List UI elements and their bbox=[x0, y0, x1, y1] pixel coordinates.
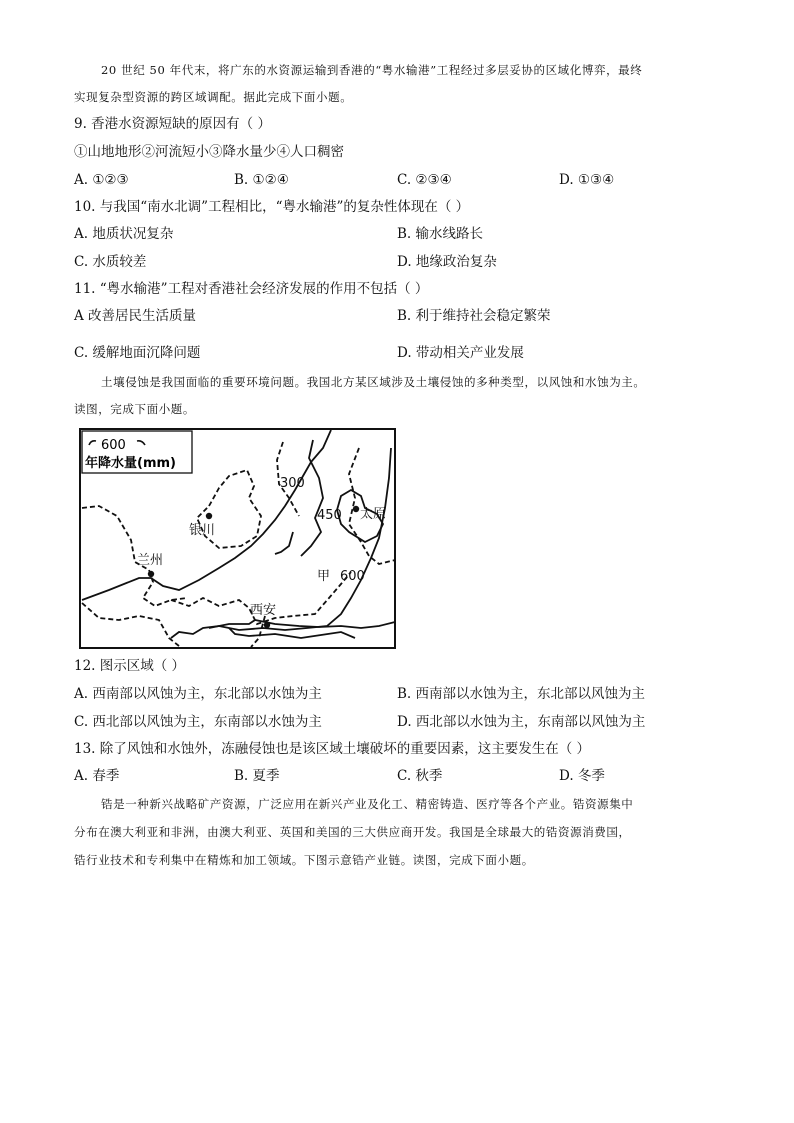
legend-label: 年降水量(mm) bbox=[85, 456, 176, 471]
q9-option-b[interactable]: B. ①②④ bbox=[234, 172, 289, 188]
isohyet-label-450: 450 bbox=[317, 508, 342, 523]
passage3-line2: 分布在澳大利亚和非洲，由澳大利亚、英国和美国的三大供应商开发。我国是全球最大的锆资源消费国， bbox=[74, 825, 631, 839]
q11-option-c[interactable]: C. 缓解地面沉降问题 bbox=[74, 345, 201, 361]
q13-option-d[interactable]: D. 冬季 bbox=[559, 768, 605, 784]
q9-factors: ①山地地形②河流短小③降水量少④人口稠密 bbox=[74, 144, 344, 160]
city-label-xian: 西安 bbox=[250, 603, 277, 618]
q9-option-c[interactable]: C. ②③④ bbox=[397, 172, 452, 188]
yinchuan-dot bbox=[206, 513, 212, 519]
q11-option-b[interactable]: B. 利于维持社会稳定繁荣 bbox=[397, 308, 551, 324]
isohyet-label-600: 600 bbox=[340, 569, 365, 584]
q10-option-d[interactable]: D. 地缘政治复杂 bbox=[397, 254, 497, 270]
passage1-line2: 实现复杂型资源的跨区域调配。据此完成下面小题。 bbox=[74, 90, 353, 104]
legend-value: 600 bbox=[101, 438, 126, 453]
q13-stem: 13. 除了风蚀和水蚀外，冻融侵蚀也是该区域土壤破坏的重要因素，这主要发生在（ ） bbox=[74, 741, 591, 757]
passage1-line1: 20 世纪 50 年代末，将广东的水资源运输到香港的“粤水输港”工程经过多层妥协的区域化博弈，最终 bbox=[101, 63, 643, 77]
city-label-yinchuan: 银川 bbox=[189, 523, 216, 538]
q12-option-b[interactable]: B. 西南部以水蚀为主，东北部以风蚀为主 bbox=[397, 686, 646, 702]
precipitation-map bbox=[79, 428, 396, 649]
q11-option-a[interactable]: A 改善居民生活质量 bbox=[74, 308, 197, 324]
lanzhou-dot bbox=[148, 571, 154, 577]
q10-option-c[interactable]: C. 水质较差 bbox=[74, 254, 147, 270]
q13-option-a[interactable]: A. 春季 bbox=[74, 768, 120, 784]
passage2-line2: 读图，完成下面小题。 bbox=[74, 402, 195, 416]
region-label-jia: 甲 bbox=[317, 569, 331, 584]
q9-stem: 9. 香港水资源短缺的原因有（ ） bbox=[74, 116, 271, 132]
q12-stem: 12. 图示区域（ ） bbox=[74, 658, 186, 674]
taiyuan-dot bbox=[353, 506, 359, 512]
q13-option-c[interactable]: C. 秋季 bbox=[397, 768, 443, 784]
q10-option-b[interactable]: B. 输水线路长 bbox=[397, 226, 484, 242]
q12-option-c[interactable]: C. 西北部以风蚀为主，东南部以水蚀为主 bbox=[74, 714, 322, 730]
q9-option-a[interactable]: A. ①②③ bbox=[74, 172, 129, 188]
q10-stem: 10. 与我国“南水北调”工程相比，“粤水输港”的复杂性体现在（ ） bbox=[74, 199, 470, 215]
q12-option-d[interactable]: D. 西北部以水蚀为主，东南部以风蚀为主 bbox=[397, 714, 646, 730]
q9-option-d[interactable]: D. ①③④ bbox=[559, 172, 615, 188]
city-label-taiyuan: 太原 bbox=[360, 507, 387, 522]
passage2-line1: 土壤侵蚀是我国面临的重要环境问题。我国北方某区域涉及土壤侵蚀的多种类型，以风蚀和水蚀为主。 bbox=[101, 375, 646, 389]
isohyet-label-300: 300 bbox=[280, 476, 305, 491]
q10-option-a[interactable]: A. 地质状况复杂 bbox=[74, 226, 174, 242]
q11-stem: 11. “粤水输港”工程对香港社会经济发展的作用不包括（ ） bbox=[74, 281, 429, 297]
city-label-lanzhou: 兰州 bbox=[137, 553, 164, 568]
passage3-line1: 锆是一种新兴战略矿产资源，广泛应用在新兴产业及化工、精密铸造、医疗等各个产业。锆资源集中 bbox=[101, 797, 634, 811]
q13-option-b[interactable]: B. 夏季 bbox=[234, 768, 280, 784]
passage3-line3: 锆行业技术和专利集中在精炼和加工领域。下图示意锆产业链。读图，完成下面小题。 bbox=[74, 853, 534, 867]
xian-dot bbox=[264, 622, 270, 628]
q11-option-d[interactable]: D. 带动相关产业发展 bbox=[397, 345, 524, 361]
q12-option-a[interactable]: A. 西南部以风蚀为主，东北部以水蚀为主 bbox=[74, 686, 322, 702]
